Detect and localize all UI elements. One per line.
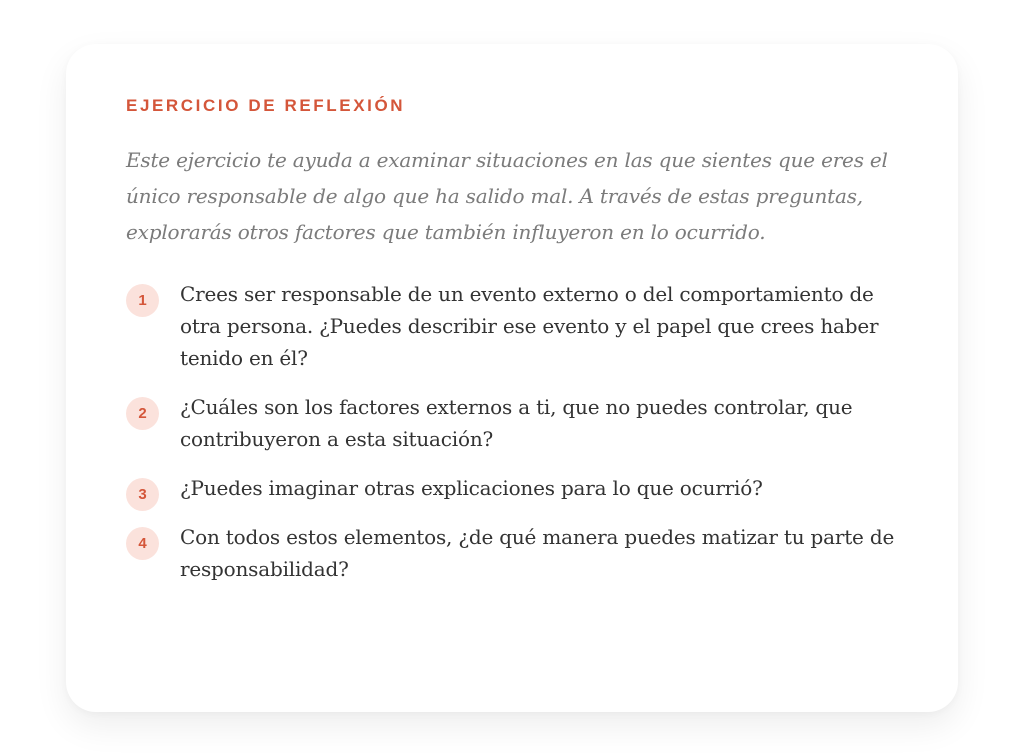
question-number-badge: 3 (126, 478, 159, 511)
question-item (126, 521, 902, 585)
exercise-intro: Este ejercicio te ayuda a examinar situaciones en las que sientes que eres el único responsable de algo que ha salido mal. A través de estas preguntas, explorarás otros factores que también influyeron en lo ocurrido. (126, 148, 888, 244)
question-list (126, 278, 902, 585)
question-number-badge: 2 (126, 397, 159, 430)
question-text: ¿Puedes imaginar otras explicaciones para lo que ocurrió? (180, 476, 763, 500)
question-text: Crees ser responsable de un evento externo o del comportamiento de otra persona. ¿Puedes describir ese evento y el papel que crees haber tenido en él? (180, 282, 879, 370)
exercise-card (66, 44, 958, 712)
question-item (126, 472, 902, 504)
question-number-badge: 1 (126, 284, 159, 317)
question-text: ¿Cuáles son los factores externos a ti, que no puedes controlar, que contribuyeron a esta situación? (180, 395, 853, 451)
question-item (126, 278, 902, 374)
question-text: Con todos estos elementos, ¿de qué manera puedes matizar tu parte de responsabilidad? (180, 525, 895, 581)
question-number-badge: 4 (126, 527, 159, 560)
question-item (126, 391, 902, 455)
exercise-eyebrow: EJERCICIO DE REFLEXIÓN (126, 96, 406, 115)
